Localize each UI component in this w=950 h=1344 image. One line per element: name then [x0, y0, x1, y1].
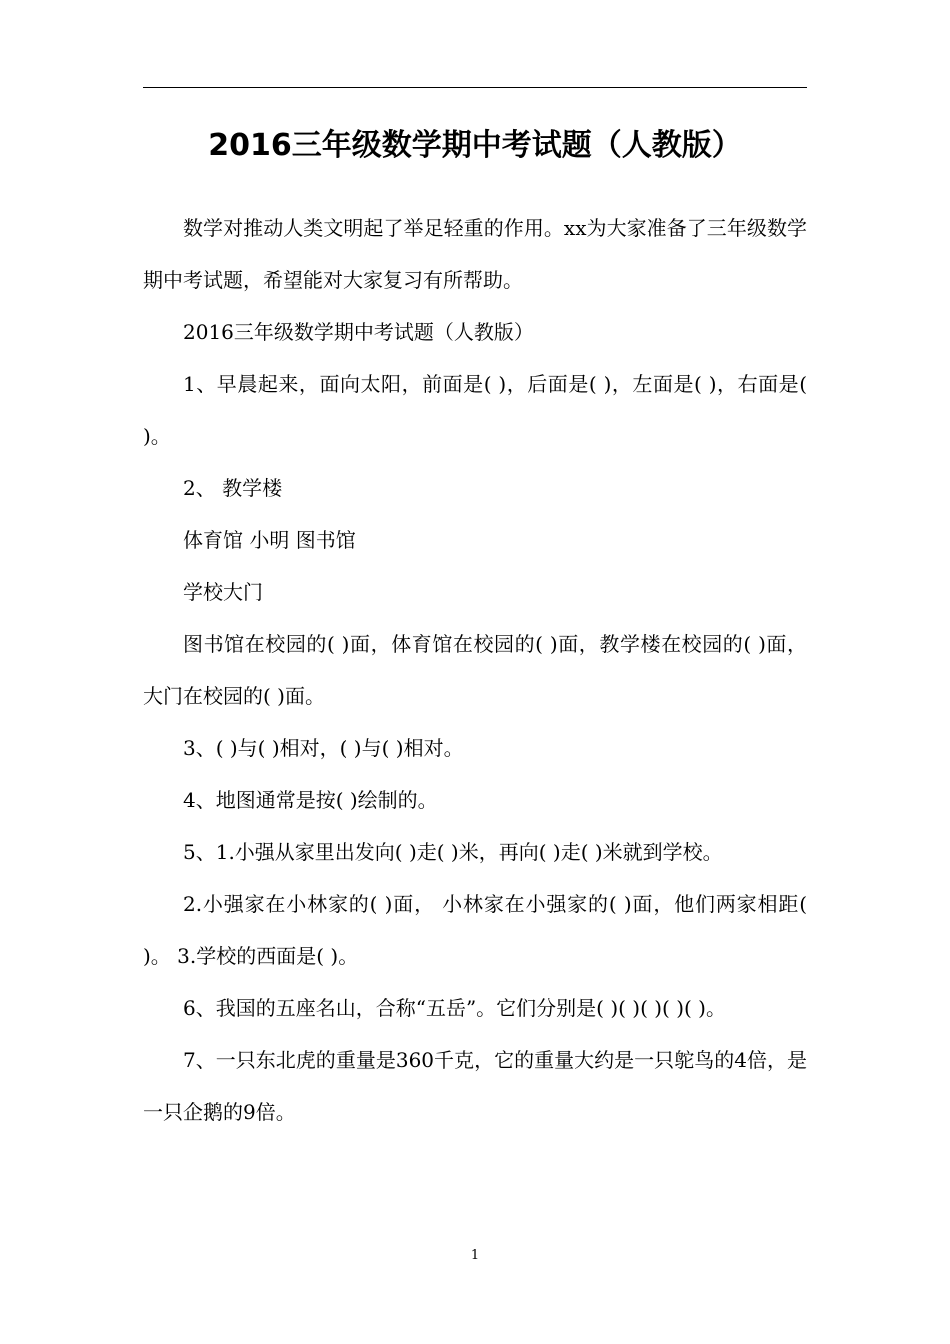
- subtitle-paragraph: 2016三年级数学期中考试题（人教版）: [183, 320, 534, 344]
- question-5-part-2: 2.小强家在小林家的( )面， 小林家在小强家的( )面，他们两家相距( )。 3.学校的西面是( )。: [143, 892, 807, 968]
- header-rule: [143, 87, 807, 88]
- question-3: 3、( )与( )相对，( )与( )相对。: [183, 736, 464, 760]
- intro-paragraph: 数学对推动人类文明起了举足轻重的作用。xx为大家准备了三年级数学期中考试题，希望能对大家复习有所帮助。: [143, 216, 807, 292]
- question-2-map-row: 体育馆 小明 图书馆: [183, 528, 356, 552]
- question-1: 1、早晨起来，面向太阳，前面是( )，后面是( )，左面是( )，右面是( )。: [143, 372, 807, 448]
- question-6: 6、我国的五座名山，合称“五岳”。它们分别是( )( )( )( )( )。: [183, 996, 726, 1020]
- question-2-label: 2、 教学楼: [183, 476, 283, 500]
- question-2-text: 图书馆在校园的( )面，体育馆在校园的( )面，教学楼在校园的( )面，大门在校园的( )面。: [143, 632, 807, 708]
- question-4: 4、地图通常是按( )绘制的。: [183, 788, 438, 812]
- document-body: [143, 202, 807, 1138]
- page-number: 1: [470, 1248, 480, 1263]
- question-2-gate: 学校大门: [183, 580, 263, 604]
- document-title: 2016三年级数学期中考试题（人教版）: [208, 128, 742, 163]
- question-5-part-1: 5、1.小强从家里出发向( )走( )米，再向( )走( )米就到学校。: [183, 840, 723, 864]
- question-7: 7、一只东北虎的重量是360千克，它的重量大约是一只鸵鸟的4倍，是一只企鹅的9倍。: [143, 1048, 807, 1124]
